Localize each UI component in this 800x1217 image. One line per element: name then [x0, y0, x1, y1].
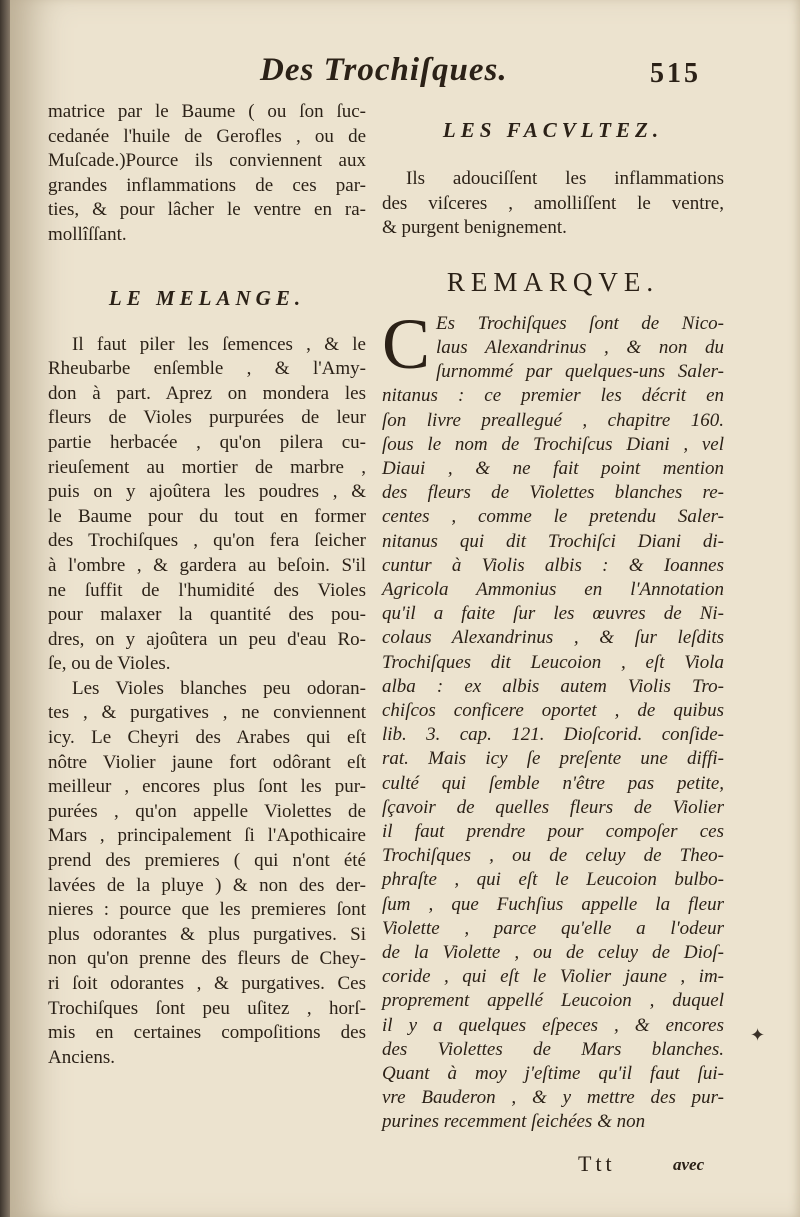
text-line: Rheubarbe enſemble , & l'Amy- [48, 358, 366, 380]
text-line: Quant à moy j'eſtime qu'il faut ſui- [382, 1063, 724, 1085]
text-line: ne ſuffit de l'humidité des Violes [48, 579, 366, 601]
text-line: culté qui ſemble n'être pas petite, [382, 772, 724, 794]
text-line: matrice par le Baume ( ou ſon ſuc- [48, 101, 366, 122]
text-line: proprement appellé Leucoion , duquel [382, 990, 724, 1012]
melange-heading: LE MELANGE. [108, 285, 306, 310]
text-line: des fleurs de Violettes blanches re- [382, 482, 724, 504]
text-line: ſe, ou de Violes. [48, 653, 171, 675]
text-line: il y a quelques eſpeces , & encores [382, 1014, 724, 1036]
text-line: pour malaxer la quantité des pou- [48, 604, 366, 626]
text-line: coride , qui eſt le Violier jaune , im- [382, 966, 724, 988]
right-column [382, 118, 724, 1135]
text-line: ties, & pour lâcher le ventre en ra- [48, 199, 366, 221]
text-line: tes , & purgatives , ne conviennent [48, 702, 366, 724]
text-line: prend des premieres ( qui n'ont été [48, 850, 366, 872]
text-line: dres, on y ajoûtera un peu d'eau Ro- [48, 628, 366, 650]
text-line: puis on y ajoûtera les poudres , & [48, 481, 366, 503]
text-line: ſum , que Fuchſius appelle la fleur [382, 893, 724, 915]
text-line: alba : ex albis autem Violis Tro- [382, 675, 724, 697]
facultez-paragraph [382, 167, 724, 241]
text-line: nitanus : ce premier les décrit en [382, 385, 724, 407]
text-line: phraſte , qui eſt le Leucoion bulbo- [382, 869, 724, 891]
text-line: rat. Mais icy ſe preſente une diffi- [382, 748, 724, 770]
text-line: Trochiſques dit Leucoion , eſt Viola [382, 651, 724, 673]
page-number: 515 [650, 58, 701, 89]
text-line: icy. Le Cheyri des Arabes qui eſt [48, 727, 366, 749]
text-line: Muſcade.)Pource ils conviennent aux [48, 150, 366, 172]
text-line: des Violettes de Mars blanches. [382, 1038, 724, 1060]
text-line: colaus Alexandrinus , & ſur leſdits [382, 627, 724, 649]
drop-cap-letter: C [382, 303, 431, 384]
text-line: Agricola Ammonius en l'Annotation [382, 579, 724, 601]
text-line: partie herbacée , qu'on pilera cu- [48, 431, 366, 453]
text-line: meilleur , encores plus ſont les pur- [48, 776, 366, 798]
text-line: le Baume pour du tout en former [48, 505, 366, 527]
text-line: laus Alexandrinus , & non du [436, 336, 724, 358]
text-line: lavées de la pluye ) & non des der- [48, 874, 366, 896]
text-line: des viſceres , amolliſſent le ventre, [382, 192, 724, 214]
text-line: à l'ombre , & gardera au beſoin. S'il [48, 554, 366, 576]
remarque-heading: REMARQVE. [446, 266, 660, 297]
text-line: ſurnommé par quelques-uns Saler- [436, 361, 724, 383]
text-line: de la Violette , ou de celuy de Dioſ- [382, 942, 724, 964]
remarque-paragraph [382, 303, 724, 1135]
text-line: Mars , principalement ſi l'Apothicaire [48, 825, 366, 847]
text-line: Anciens. [48, 1046, 116, 1068]
text-line: mis en certaines compoſitions des [48, 1022, 366, 1044]
facultez-heading: LES FACVLTEZ. [442, 118, 664, 142]
text-line: rieuſement au mortier de marbre , [48, 456, 366, 478]
text-line: des Trochiſques , qu'on fera ſeicher [48, 530, 366, 552]
text-line: Ils adouciſſent les inflammations [406, 168, 724, 189]
text-line: il faut prendre pour compoſer ces [382, 821, 724, 843]
text-line: ri ſoit odorantes , & purgatives. Ces [48, 973, 366, 994]
text-line: nieres : pource que les premieres ſont [48, 899, 366, 921]
left-top-paragraph [48, 100, 366, 248]
text-line: Il faut piler les ſemences , & le [72, 333, 366, 355]
text-line: lib. 3. cap. 121. Dioſcorid. conſide- [382, 724, 724, 746]
text-line: chiſcos conficere oportet , de quibus [382, 700, 724, 722]
text-line: Es Trochiſques ſont de Nico- [436, 312, 724, 334]
text-line: ſous le nom de Trochiſcus Diani , vel [382, 433, 724, 455]
running-title: Des Trochiſques. [260, 52, 508, 88]
ink-smudge-mark: ✦ [750, 1025, 766, 1045]
text-line: qu'il a faite ſur les œuvres de Ni- [382, 603, 724, 625]
text-line: Diaui , & ne fait point mention [382, 458, 724, 479]
text-line: ſon livre preallegué , chapitre 160. [382, 409, 724, 431]
text-line: centes , comme le pretendu Saler- [382, 506, 724, 528]
text-line: mollîſſant. [48, 223, 127, 245]
text-line: Violette , parce qu'elle a l'odeur [382, 917, 724, 939]
text-line: nôtre Violier jaune fort odôrant eſt [48, 751, 366, 773]
book-page [10, 0, 800, 1217]
text-line: Trochiſques , ou de celuy de Theo- [382, 845, 724, 867]
text-line: plus odorantes & plus purgatives. Si [48, 923, 366, 945]
text-line: & purgent benignement. [382, 217, 567, 239]
book-spine-shadow [0, 0, 10, 1217]
left-column [48, 100, 366, 1070]
catchword: avec [673, 1155, 705, 1174]
text-line: ſçavoir de quelles fleurs de Violier [382, 796, 724, 818]
text-line: vre Bauderon , & y mettre des pur- [382, 1087, 724, 1109]
signature-mark: Ttt [578, 1151, 616, 1176]
text-line: fleurs de Violes purpurées de leur [48, 407, 366, 429]
text-line: cedanée l'huile de Gerofles , ou de [48, 125, 366, 147]
text-line: cuntur à Violis albis : & Ioannes [382, 554, 724, 576]
text-line: Trochiſques ſont peu uſitez , horſ- [48, 997, 366, 1019]
text-line: purées , qu'on appelle Violettes de [48, 800, 366, 822]
text-line: purines recemment ſeichées & non [382, 1111, 646, 1133]
melange-paragraph [48, 333, 366, 1071]
text-line: non qu'on prenne des fleurs de Chey- [48, 948, 366, 970]
text-line: grandes inflammations de ces par- [48, 174, 366, 196]
text-line: Les Violes blanches peu odoran- [72, 677, 366, 699]
text-line: don à part. Aprez on mondera les [48, 382, 366, 404]
text-line: nitanus qui dit Trochiſci Diani di- [382, 530, 724, 552]
